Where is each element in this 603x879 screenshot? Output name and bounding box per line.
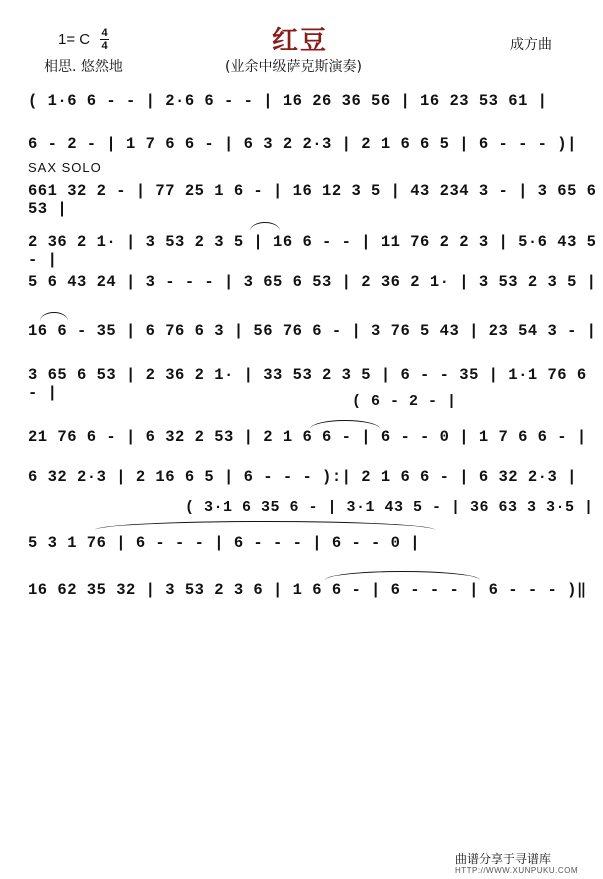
time-signature-bottom: 4 xyxy=(101,40,108,52)
tie-arc xyxy=(310,420,380,429)
composer: 成方曲 xyxy=(510,37,552,53)
time-signature xyxy=(100,28,109,51)
solo-label: SAX SOLO xyxy=(28,160,102,175)
score-row: 16 62 35 32 | 3 53 2 3 6 | 1 6 6 - | 6 - - - | 6 - - - )‖ xyxy=(28,581,587,599)
score-row: ( 1·6 6 - - | 2·6 6 - - | 16 26 36 56 | 16 23 53 61 | xyxy=(28,92,548,110)
key-signature: 1= C xyxy=(58,31,91,48)
footer-source: 曲谱分享于寻谱库 xyxy=(455,852,552,866)
time-signature-top: 4 xyxy=(101,27,108,39)
subtitle: (业余中级萨克斯演奏) xyxy=(225,59,362,75)
song-title: 红豆 xyxy=(272,26,329,56)
score-row: 6 32 2·3 | 2 16 6 5 | 6 - - - ):| 2 1 6 6 - | 6 32 2·3 | xyxy=(28,468,577,486)
score-row: 16 6 - 35 | 6 76 6 3 | 56 76 6 - | 3 76 5 43 | 23 54 3 - | xyxy=(28,322,597,340)
score-row: 661 32 2 - | 77 25 1 6 - | 16 12 3 5 | 43 234 3 - | 3 65 6 53 | xyxy=(28,182,597,218)
score-row-accompaniment: ( 3·1 6 35 6 - | 3·1 43 5 - | 36 63 3 3·5 | xyxy=(185,499,594,516)
footer-url: HTTP://WWW.XUNPUKU.COM xyxy=(455,866,578,875)
expression-marking: 相思. 悠然地 xyxy=(44,59,123,75)
score-row-accompaniment: ( 6 - 2 - | xyxy=(352,393,457,410)
tie-arc xyxy=(325,571,480,580)
score-row: 6 - 2 - | 1 7 6 6 - | 6 3 2 2·3 | 2 1 6 6 5 | 6 - - - )| xyxy=(28,135,577,153)
tie-arc xyxy=(40,312,68,321)
tie-arc xyxy=(250,222,280,231)
score-row: 2 36 2 1· | 3 53 2 3 5 | 16 6 - - | 11 76 2 2 3 | 5·6 43 5 - | xyxy=(28,233,597,269)
score-row: 3 65 6 53 | 2 36 2 1· | 33 53 2 3 5 | 6 - - 35 | 1·1 76 6 - | xyxy=(28,366,587,402)
score-row: 5 6 43 24 | 3 - - - | 3 65 6 53 | 2 36 2 1· | 3 53 2 3 5 | xyxy=(28,273,597,291)
score-row: 5 3 1 76 | 6 - - - | 6 - - - | 6 - - 0 | xyxy=(28,534,421,552)
tie-arc xyxy=(95,521,435,530)
score-row: 21 76 6 - | 6 32 2 53 | 2 1 6 6 - | 6 - - 0 | 1 7 6 6 - | xyxy=(28,428,587,446)
